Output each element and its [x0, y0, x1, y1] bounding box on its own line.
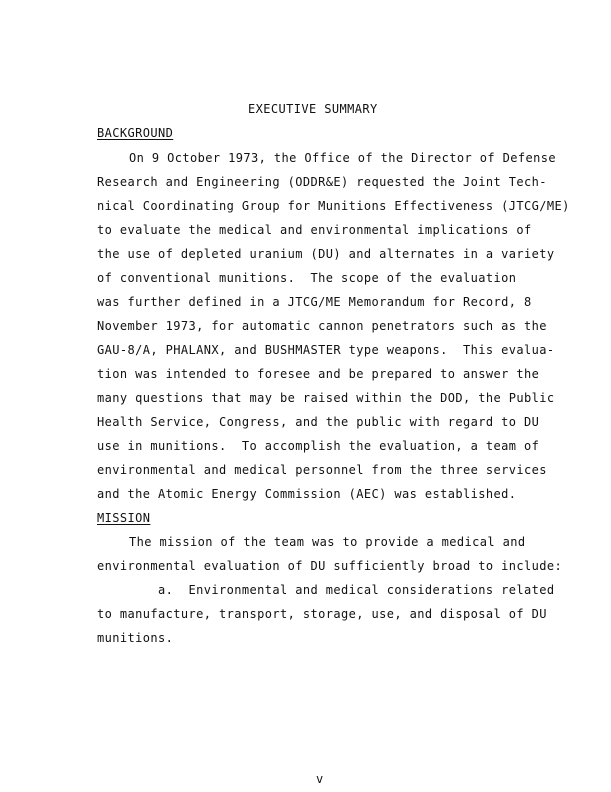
paragraph-line: November 1973, for automatic cannon penetrators such as the: [97, 319, 547, 333]
paragraph-line: On 9 October 1973, the Office of the Director of Defense: [129, 151, 556, 165]
paragraph-line: many questions that may be raised within the DOD, the Public: [97, 391, 555, 405]
paragraph-line: Health Service, Congress, and the public with regard to DU: [97, 415, 540, 429]
paragraph-line: environmental and medical personnel from the three services: [97, 463, 547, 477]
paragraph-line: use in munitions. To accomplish the evaluation, a team of: [97, 439, 540, 453]
background-heading: BACKGROUND: [97, 126, 174, 140]
paragraph-line: the use of depleted uranium (DU) and alternates in a variety: [97, 247, 555, 261]
paragraph-line: and the Atomic Energy Commission (AEC) was established.: [97, 487, 517, 501]
paragraph-line: munitions.: [97, 631, 174, 645]
paragraph-line: to evaluate the medical and environmental implications of: [97, 223, 532, 237]
paragraph-line: Research and Engineering (ODDR&E) requested the Joint Tech-: [97, 175, 547, 189]
paragraph-line: tion was intended to foresee and be prepared to answer the: [97, 367, 540, 381]
page-title: EXECUTIVE SUMMARY: [248, 102, 378, 116]
paragraph-line: nical Coordinating Group for Munitions Effectiveness (JTCG/ME): [97, 199, 570, 213]
paragraph-line: of conventional munitions. The scope of the evaluation: [97, 271, 517, 285]
paragraph-line: GAU-8/A, PHALANX, and BUSHMASTER type weapons. This evalua-: [97, 343, 555, 357]
mission-heading: MISSION: [97, 511, 151, 525]
paragraph-line: The mission of the team was to provide a medical and: [129, 535, 526, 549]
paragraph-line: was further defined in a JTCG/ME Memorandum for Record, 8: [97, 295, 532, 309]
paragraph-line: to manufacture, transport, storage, use, and disposal of DU: [97, 607, 547, 621]
list-item-a: a. Environmental and medical considerations related: [158, 583, 555, 597]
page-number: v: [316, 772, 324, 786]
paragraph-line: environmental evaluation of DU sufficiently broad to include:: [97, 559, 563, 573]
